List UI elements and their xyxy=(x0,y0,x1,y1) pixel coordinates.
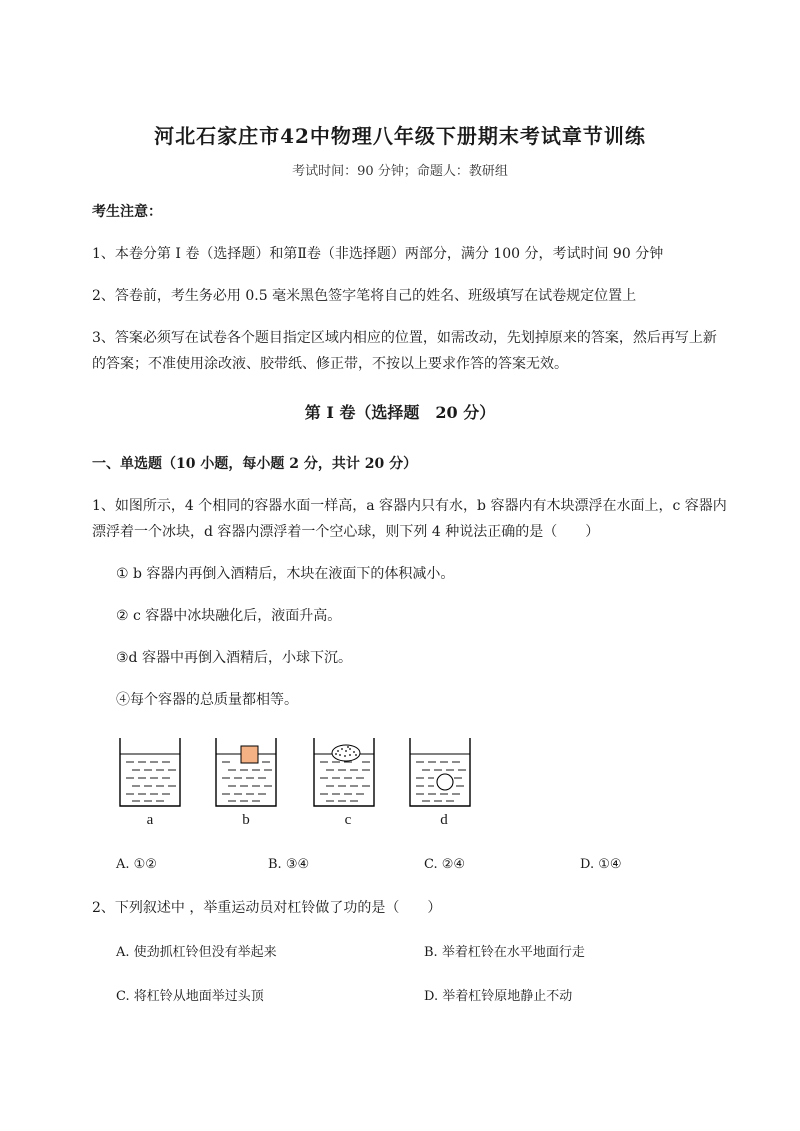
notice-item-3: 3、答案必须写在试卷各个题目指定区域内相应的位置，如需改动，先划掉原来的答案，然后再写上新 xyxy=(92,330,717,346)
notice-heading: 考生注意： xyxy=(92,204,162,220)
part-heading: 一、单选题（10 小题，每小题 2 分，共计 20 分） xyxy=(92,456,418,472)
q2-stem: 2、下列叙述中 ，举重运动员对杠铃做了功的是（ ） xyxy=(92,900,442,916)
ice-block xyxy=(332,745,360,761)
section-title: 第 I 卷（选择题 20 分） xyxy=(304,403,496,422)
q1-statement-2: ② c 容器中冰块融化后，液面升高。 xyxy=(116,608,342,624)
exam-info: 考试时间：90 分钟；命题人：教研组 xyxy=(292,164,508,179)
container-label-b: b xyxy=(242,812,250,828)
container-a-figure xyxy=(118,738,182,808)
notice-item-3-cont: 的答案；不准使用涂改液、胶带纸、修正带，不按以上要求作答的答案无效。 xyxy=(92,356,568,372)
container-label-d: d xyxy=(440,812,448,828)
container-b-figure xyxy=(214,738,278,808)
q1-statement-3: ③d 容器中再倒入酒精后，小球下沉。 xyxy=(116,650,352,666)
q2-option-c[interactable]: C. 将杠铃从地面举过头顶 xyxy=(116,989,264,1004)
notice-item-1: 1、本卷分第 I 卷（选择题）和第Ⅱ卷（非选择题）两部分，满分 100 分，考试时间 90 分钟 xyxy=(92,246,664,262)
q2-option-a[interactable]: A. 使劲抓杠铃但没有举起来 xyxy=(116,945,277,960)
container-label-a: a xyxy=(146,812,154,828)
notice-item-2: 2、答卷前，考生务必用 0.5 毫米黑色签字笔将自己的姓名、班级填写在试卷规定位置上 xyxy=(92,288,637,304)
q1-stem-line2: 漂浮着一个冰块，d 容器内漂浮着一个空心球，则下列 4 种说法正确的是（ ） xyxy=(92,524,600,540)
wood-block xyxy=(241,746,258,763)
q2-option-b[interactable]: B. 举着杠铃在水平地面行走 xyxy=(424,945,585,960)
q1-option-a[interactable]: A. ①② xyxy=(116,857,157,872)
page-title: 河北石家庄市42中物理八年级下册期末考试章节训练 xyxy=(154,124,646,148)
q2-option-d[interactable]: D. 举着杠铃原地静止不动 xyxy=(424,989,573,1004)
container-d-figure xyxy=(408,738,472,808)
container-c-figure xyxy=(312,738,376,808)
q1-option-d[interactable]: D. ①④ xyxy=(580,857,622,872)
hollow-ball xyxy=(437,774,453,790)
q1-statement-4: ④每个容器的总质量都相等。 xyxy=(116,692,298,708)
q1-stem-line1: 1、如图所示，4 个相同的容器水面一样高，a 容器内只有水，b 容器内有木块漂浮在水面上，c 容器内 xyxy=(92,498,727,514)
container-label-c: c xyxy=(344,812,352,828)
q1-option-b[interactable]: B. ③④ xyxy=(268,857,310,872)
q1-statement-1: ① b 容器内再倒入酒精后，木块在液面下的体积减小。 xyxy=(116,566,455,582)
q1-option-c[interactable]: C. ②④ xyxy=(424,857,466,872)
